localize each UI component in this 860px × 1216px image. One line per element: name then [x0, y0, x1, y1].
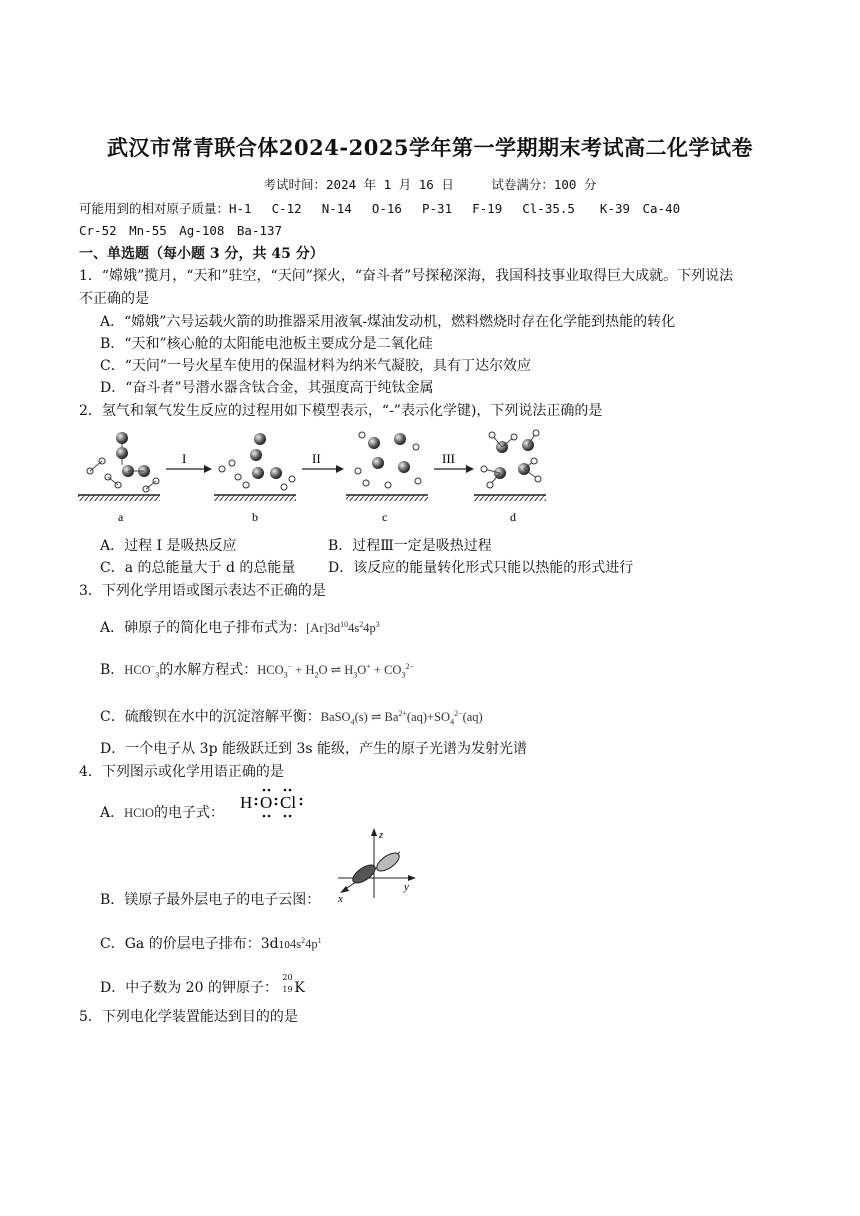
exam-info: 考试时间：2024 年 1 月 16 日 试卷满分：100 分	[263, 177, 597, 192]
q1-stem-cont: 不正确的是	[79, 291, 149, 307]
label-c: c	[382, 510, 388, 524]
q4-option-d: D．中子数为 20 的钾原子： 20 19 K	[100, 973, 305, 996]
q1-option-a: A．“嫦娥”六号运载火箭的助推器采用液氧-煤油发动机，燃料燃烧时存在化学能到热能的转化	[100, 314, 676, 330]
exam-title: 武汉市常青联合体2024-2025学年第一学期期末考试高二化学试卷	[106, 135, 754, 160]
q4-option-a: A．HClO的电子式：	[100, 805, 224, 821]
q1-stem: 1．“嫦娥”揽月，“天和”驻空，“天问”探火，“奋斗者”号探秘深海，我国科技事业取得巨大成就。下列说法	[79, 268, 734, 284]
svg-text:Cl: Cl	[280, 793, 297, 812]
section-heading: 一、单选题（每小题 3 分，共 45 分）	[79, 246, 324, 262]
q3-option-d: D．一个电子从 3p 能级跃迁到 3s 能级，产生的原子光谱为发射光谱	[100, 741, 527, 757]
q2-option-d: D．该反应的能量转化形式只能以热能的形式进行	[328, 560, 634, 576]
q1-option-b: B．“天和”核心舱的太阳能电池板主要成分是二氧化硅	[100, 336, 433, 352]
label-b: b	[252, 510, 258, 524]
q4-option-c: C．Ga 的价层电子排布：$3d104s^24p^1$	[100, 935, 322, 952]
svg-text:I: I	[182, 451, 187, 466]
q3-stem: 3．下列化学用语或图示表达不正确的是	[79, 583, 326, 599]
svg-text:O: O	[260, 793, 273, 812]
q4-stem: 4．下列图示或化学用语正确的是	[79, 764, 284, 780]
arrow-3	[434, 451, 474, 473]
arsenic-config-formula: $[Ar]3d^{10}4s^24p^3$	[306, 619, 380, 635]
q5-stem: 5．下列电化学装置能达到目的的是	[79, 1009, 298, 1025]
q3-option-c: C．硫酸钡在水中的沉淀溶解平衡：BaSO$_4$(s) ⇌ $Ba^{2+}(aq)+SO_4^{2-}(aq)$	[100, 708, 483, 727]
state-a	[78, 432, 160, 524]
q2-stem: 2．氢气和氧气发生反应的过程用如下模型表示，“-”表示化学键)，下列说法正确的是	[79, 403, 603, 419]
hclo-formula: HClO	[124, 806, 154, 820]
q3-option-b: B．$HCO^-_3$的水解方程式：$HCO_3^- + H_2O$ ⇌ $H_3O^+ + CO_3^{2-}$	[100, 661, 414, 680]
axis-x-label: x	[338, 893, 343, 904]
q2-option-c: C．a 的总能量大于 d 的总能量	[100, 560, 296, 576]
arrow-2	[302, 451, 344, 473]
state-c	[346, 432, 428, 524]
q2-option-a: A．过程 I 是吸热反应	[100, 538, 237, 554]
state-d	[474, 430, 546, 524]
hclo-electron-dot	[238, 784, 308, 820]
q1-option-d: D．“奋斗者”号潜水器含钛合金，其强度高于纯钛金属	[100, 380, 434, 396]
baso4-equilibrium: BaSO$_4$(s) ⇌ $Ba^{2+}(aq)+SO_4^{2-}(aq)$	[320, 708, 483, 727]
axis-y-label: y	[404, 881, 409, 893]
axis-z-label: z	[379, 829, 384, 841]
q4-option-b: B．镁原子最外层电子的电子云图：	[100, 892, 321, 908]
hydrolysis-equation: $HCO_3^- + H_2O$ ⇌ $H_3O^+ + CO_3^{2-}$	[257, 661, 414, 680]
svg-text:II: II	[312, 451, 321, 466]
bicarbonate-ion: $HCO^-_3$	[124, 661, 160, 680]
reaction-model-figure	[78, 425, 548, 525]
label-d: d	[510, 510, 516, 524]
electron-cloud-diagram	[334, 826, 416, 904]
svg-text:III: III	[442, 451, 455, 466]
q1-option-c: C．“天问”一号火星车使用的保温材料为纳米气凝胶，具有丁达尔效应	[100, 358, 532, 374]
q3-option-a: A．砷原子的简化电子排布式为：$[Ar]3d^{10}4s^24p^3$	[100, 619, 380, 636]
potassium-nuclide: 20 19	[282, 973, 293, 994]
atomic-mass-line2: Cr-52 Mn-55 Ag-108 Ba-137	[79, 223, 283, 238]
state-b	[214, 433, 296, 524]
atomic-mass-line1: 可能用到的相对原子质量：H-1 C-12 N-14 O-16 P-31 F-19 Cl-35.5 K-39 Ca-40	[79, 201, 681, 216]
arrow-1	[166, 451, 212, 473]
svg-text:H: H	[240, 793, 253, 812]
q2-option-b: B．过程Ⅲ一定是吸热过程	[328, 538, 492, 554]
label-a: a	[118, 510, 124, 524]
